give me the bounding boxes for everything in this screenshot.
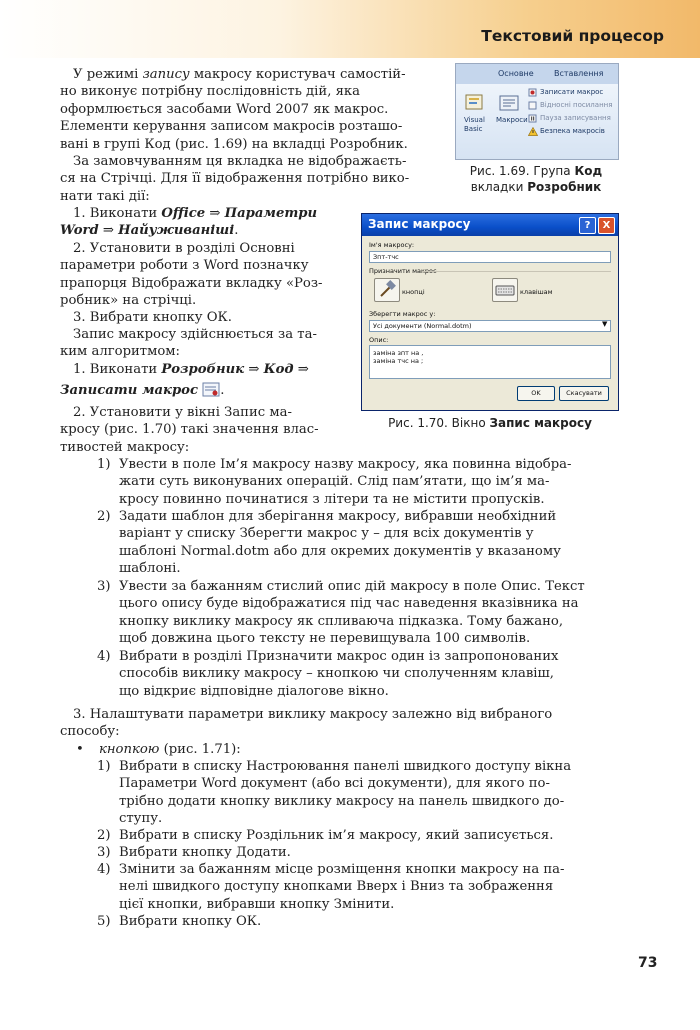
ribbon-tabs <box>456 64 618 84</box>
macros-label: Макроси <box>496 116 528 124</box>
bullet-icon: • <box>76 742 84 757</box>
store-macro-label: Зберегти макрос у: <box>369 310 436 318</box>
figure-1-70-caption: Рис. 1.70. Вікно Запис макросу <box>388 416 592 430</box>
macro-security-label: Безпека макросів <box>540 127 605 135</box>
hammer-icon <box>375 279 399 301</box>
cancel-button[interactable]: Скасувати <box>559 386 609 401</box>
list-item: 2) Вибрати в списку Роздільник ім’я макросу, який записується. <box>97 828 554 843</box>
algorithm-step-3: 3. Налаштувати параметри виклику макросу залежно від вибраного способу: <box>60 707 553 740</box>
list-item: 5) Вибрати кнопку ОК. <box>97 914 262 929</box>
description-line-1: заміна зпт на , <box>373 349 424 357</box>
store-macro-select[interactable] <box>369 320 611 332</box>
ribbon-tab-home[interactable]: Основне <box>498 69 534 78</box>
list-item: 3) Вибрати кнопку Додати. <box>97 845 291 860</box>
store-macro-value: Усі документи (Normal.dotm) <box>373 322 472 330</box>
group-divider <box>422 271 611 272</box>
page-number: 73 <box>638 955 658 971</box>
macro-name-label: Ім'я макросу: <box>369 241 415 249</box>
dialog-title: Запис макросу <box>368 217 471 231</box>
list-item: 4) Вибрати в розділі Призначити макрос один із запропонованих способів виклику макросу – кнопкою чи сполученням клавіш, що відкриє відповідне діалогове вікно. <box>97 649 559 699</box>
step-2: 2. Установити в розділі Основні параметри роботи з Word позначку прапорця Відображати вкладку «Роз- робник» на стрічці. <box>60 241 323 309</box>
description-line-2: заміна тчс на ; <box>373 357 424 365</box>
ok-button[interactable]: OK <box>517 386 555 401</box>
pause-recording-label: Пауза записування <box>540 114 611 122</box>
ribbon-code-group-figure <box>455 63 619 160</box>
record-macro-icon <box>202 382 220 397</box>
help-button[interactable]: ? <box>579 217 596 234</box>
assign-keyboard-label: клавішам <box>520 288 553 296</box>
algorithm-step-1: 1. Виконати Розробник ⇒ Код ⇒ Записати макрос . <box>60 362 309 399</box>
ribbon-tab-paragraph: За замовчуванням ця вкладка не відображаєть- ся на Стрічці. Для її відображення потрібно вико- нати такі дії: <box>60 154 410 204</box>
keyboard-icon <box>493 279 517 301</box>
section-title: Текстовий процесор <box>481 27 664 45</box>
description-textarea[interactable] <box>369 345 611 379</box>
assign-macro-label: Призначити макрос <box>369 267 437 275</box>
ribbon-tab-insert[interactable]: Вставлення <box>554 69 604 78</box>
visual-basic-label-2: Basic <box>464 125 483 133</box>
visual-basic-label-1: Visual <box>464 116 485 124</box>
list-item: 3) Увести за бажанням стислий опис дій макросу в поле Опис. Текст цього опису буде відображатися під час наведення вказівника на кнопку виклику макросу як спливаюча підказка. Тому бажано, щоб довжина цього тексту не перевищувала 100 символів. <box>97 579 585 647</box>
intro-paragraph: У режимі запису макросу користувач самостій- но виконує потрібну послідовність дій, яка оформлюється засобами Word 2007 як макрос. Елементи керування записом макросів розташо- вані в групі Код (рис. 1.69) на вкладці Розробник. <box>60 67 408 152</box>
visual-basic-icon[interactable] <box>464 92 484 112</box>
pause-recording-icon[interactable] <box>528 114 537 123</box>
algorithm-intro: Запис макросу здійснюється за та- ким алгоритмом: <box>60 327 317 360</box>
macros-icon[interactable] <box>499 94 519 112</box>
chevron-down-icon[interactable]: ▼ <box>602 320 608 328</box>
list-item: 1) Вибрати в списку Настроювання панелі швидкого доступу вікна Параметри Word документ (або всі документи), для якого по- трібно додати кнопку виклику макросу на панель швидкого до- ступу. <box>97 759 572 827</box>
dialog-titlebar <box>362 214 618 236</box>
bullet-item: • кнопкою (рис. 1.71): <box>76 742 241 757</box>
list-item: 4) Змінити за бажанням місце розміщення кнопки макросу на па- нелі швидкого доступу кнопками Вверх і Вниз та зображення цієї кнопки, вибравши кнопку Змінити. <box>97 862 565 912</box>
record-macro-icon[interactable] <box>528 88 537 97</box>
assign-keyboard-button[interactable] <box>492 278 518 302</box>
macro-name-input[interactable]: Зпт-тчс <box>369 251 611 263</box>
assign-button-label: кнопці <box>402 288 425 296</box>
assign-button-button[interactable] <box>374 278 400 302</box>
record-macro-dialog-figure <box>361 213 619 411</box>
ribbon-body <box>456 84 618 159</box>
step-3: 3. Вибрати кнопку ОК. <box>73 310 232 325</box>
close-button[interactable]: X <box>598 217 615 234</box>
list-item: 2) Задати шаблон для зберігання макросу, вибравши необхідний варіант у списку Зберегти макрос у – для всіх документів у шаблоні Normal.dotm або для окремих документів у вказаному шаблоні. <box>97 509 561 577</box>
description-label: Опис: <box>369 336 389 344</box>
record-macro-label: Записати макрос <box>540 88 604 96</box>
relative-references-label: Відносні посилання <box>540 101 613 109</box>
relative-references-icon[interactable] <box>528 101 537 110</box>
warning-icon[interactable] <box>528 127 538 136</box>
algorithm-step-2: 2. Установити у вікні Запис ма- кросу (рис. 1.70) такі значення влас- тивостей макросу: <box>60 405 319 455</box>
figure-1-69-caption: Рис. 1.69. Група Код вкладки Розробник <box>469 164 603 194</box>
list-item: 1) Увести в поле Ім’я макросу назву макросу, яка повинна відобра- жати суть виконуваних операцій. Слід пам’ятати, що ім’я ма- кросу повинно починатися з літери та не містити пропусків. <box>97 457 572 507</box>
step-1: 1. Виконати Office ⇒ Параметри Word ⇒ Найуживаніші. <box>60 206 318 239</box>
